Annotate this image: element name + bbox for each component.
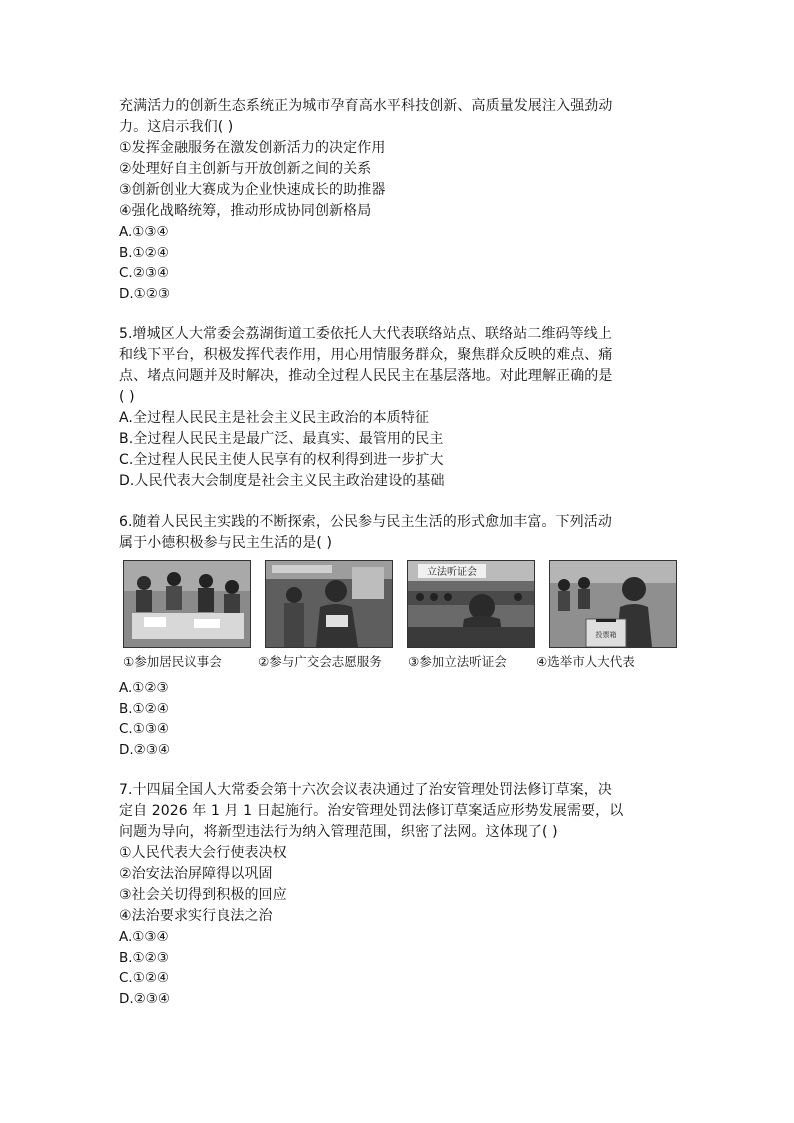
q6-photo-canton-fair-volunteer [265,560,393,648]
q7-statement-1: ①人民代表大会行使表决权 [119,845,287,861]
q5-option-d: D.人民代表大会制度是社会主义民主政治建设的基础 [119,473,445,489]
q4-statement-1: ①发挥金融服务在激发创新活力的决定作用 [119,140,386,156]
q5-stem-line-4: ( ) [119,389,135,405]
q6-caption-4: ④选举市人大代表 [536,654,635,669]
question-7 [119,780,679,1009]
q6-captions [123,652,679,672]
q7-option-d: D.②③④ [119,990,170,1007]
q6-option-d: D.②③④ [119,741,170,758]
q4-stem-line-1: 充满活力的创新生态系统正为城市孕育高水平科技创新、高质量发展注入强劲动 [119,98,613,114]
q7-stem-line-2: 定自 2026 年 1 月 1 日起施行。治安管理处罚法修订草案适应形势发展需要，以 [119,803,624,819]
q7-option-b: B.①②③ [119,949,169,966]
q6-stem-line-2: 属于小德积极参与民主生活的是( ) [119,535,333,551]
q6-option-c: C.①③④ [119,721,170,737]
q4-statement-2: ②处理好自主创新与开放创新之间的关系 [119,161,372,177]
q5-stem-line-3: 点、堵点问题并及时解决，推动全过程人民民主在基层落地。对此理解正确的是 [119,368,613,384]
q7-stem-line-1: 7.十四届全国人大常委会第十六次会议表决通过了治安管理处罚法修订草案，决 [119,782,612,798]
q4-option-a: A.①③④ [119,224,169,240]
q6-caption-1: ①参加居民议事会 [123,654,222,669]
q7-stem-line-3: 问题为导向，将新型违法行为纳入管理范围，织密了法网。这体现了( ) [119,824,558,840]
q5-stem-line-2: 和线下平台，积极发挥代表作用，用心用情服务群众，聚焦群众反映的难点、痛 [119,347,613,363]
q5-option-c: C.全过程人民民主使人民享有的权利得到进一步扩大 [119,452,444,468]
q4-statement-4: ④强化战略统筹，推动形成协同创新格局 [119,203,372,219]
q6-stem-line-1: 6.随着人民民主实践的不断探索，公民参与民主生活的形式愈加丰富。下列活动 [119,514,612,530]
q4-option-c: C.②③④ [119,265,170,281]
q6-hearing-banner: 立法听证会 [427,567,477,578]
q6-photo-residents-meeting [123,560,251,648]
q5-option-a: A.全过程人民民主是社会主义民主政治的本质特征 [119,410,430,426]
q7-option-a: A.①③④ [119,929,169,945]
q6-ballot-box-label: 投票箱 [595,631,617,639]
q7-statement-3: ③社会关切得到积极的回应 [119,887,287,903]
q7-statement-4: ④法治要求实行良法之治 [119,908,273,924]
question-4 [119,96,679,304]
q6-illustrations [123,560,679,648]
q6-caption-3: ③参加立法听证会 [408,654,507,669]
q7-option-c: C.①②④ [119,970,170,986]
q5-option-b: B.全过程人民民主是最广泛、最真实、最管用的民主 [119,431,444,447]
q4-option-b: B.①②④ [119,244,169,261]
q6-photo-legislative-hearing [407,560,535,648]
question-5 [119,324,679,492]
q4-option-d: D.①②③ [119,285,170,302]
q6-caption-2: ②参与广交会志愿服务 [258,654,382,669]
q4-statement-3: ③创新创业大赛成为企业快速成长的助推器 [119,182,386,198]
q5-stem-line-1: 5.增城区人大常委会荔湖街道工委依托人大代表联络站点、联络站二维码等线上 [119,326,612,342]
q6-option-a: A.①②③ [119,680,169,696]
q4-stem-line-2: 力。这启示我们( ) [119,119,234,135]
q6-photo-election-vote [549,560,677,648]
question-6 [119,512,679,760]
q7-statement-2: ②治安法治屏障得以巩固 [119,866,273,882]
exam-page [119,96,679,1029]
q6-option-b: B.①②④ [119,700,169,717]
